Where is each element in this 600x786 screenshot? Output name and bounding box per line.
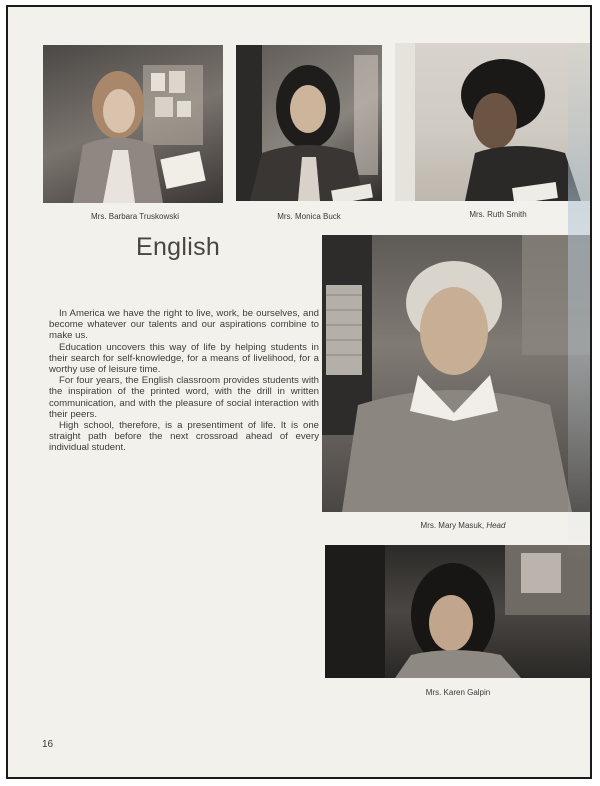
- photo-barbara-truskowski: [43, 45, 223, 203]
- photo-ruth-smith: [395, 43, 592, 201]
- body-paragraph-2: Education uncovers this way of life by helping students in their search for self-knowledge, for a means of livelihood, for a worthy use of leisure time.: [49, 341, 319, 376]
- caption-masuk-role: Head: [486, 521, 506, 530]
- body-text: [49, 308, 319, 454]
- caption-masuk: [388, 521, 538, 530]
- photo-mary-masuk: [322, 235, 592, 512]
- section-title: English: [136, 233, 221, 261]
- yearbook-page: [6, 5, 592, 779]
- body-paragraph-1: In America we have the right to live, work, be ourselves, and become whatever our talents and our aspirations combine to make us.: [49, 308, 319, 342]
- photo-monica-buck: [236, 45, 382, 201]
- body-paragraph-4: High school, therefore, is a presentiment of life. It is one straight path before the next crossroad ahead of every individual student.: [49, 420, 319, 454]
- photo-karen-galpin: [325, 545, 592, 678]
- body-paragraph-3: For four years, the English classroom provides students with the inspiration of the printed word, with the drill in written communication, and with the pleasure of social interaction with their peers.: [49, 375, 319, 420]
- caption-smith: Mrs. Ruth Smith: [469, 210, 527, 219]
- caption-galpin: Mrs. Karen Galpin: [425, 688, 491, 697]
- caption-buck: Mrs. Monica Buck: [277, 212, 341, 221]
- caption-truskowski: Mrs. Barbara Truskowski: [90, 212, 180, 221]
- water-stain: [568, 43, 592, 563]
- caption-masuk-name: Mrs. Mary Masuk,: [420, 521, 485, 530]
- page-number: 16: [42, 739, 54, 750]
